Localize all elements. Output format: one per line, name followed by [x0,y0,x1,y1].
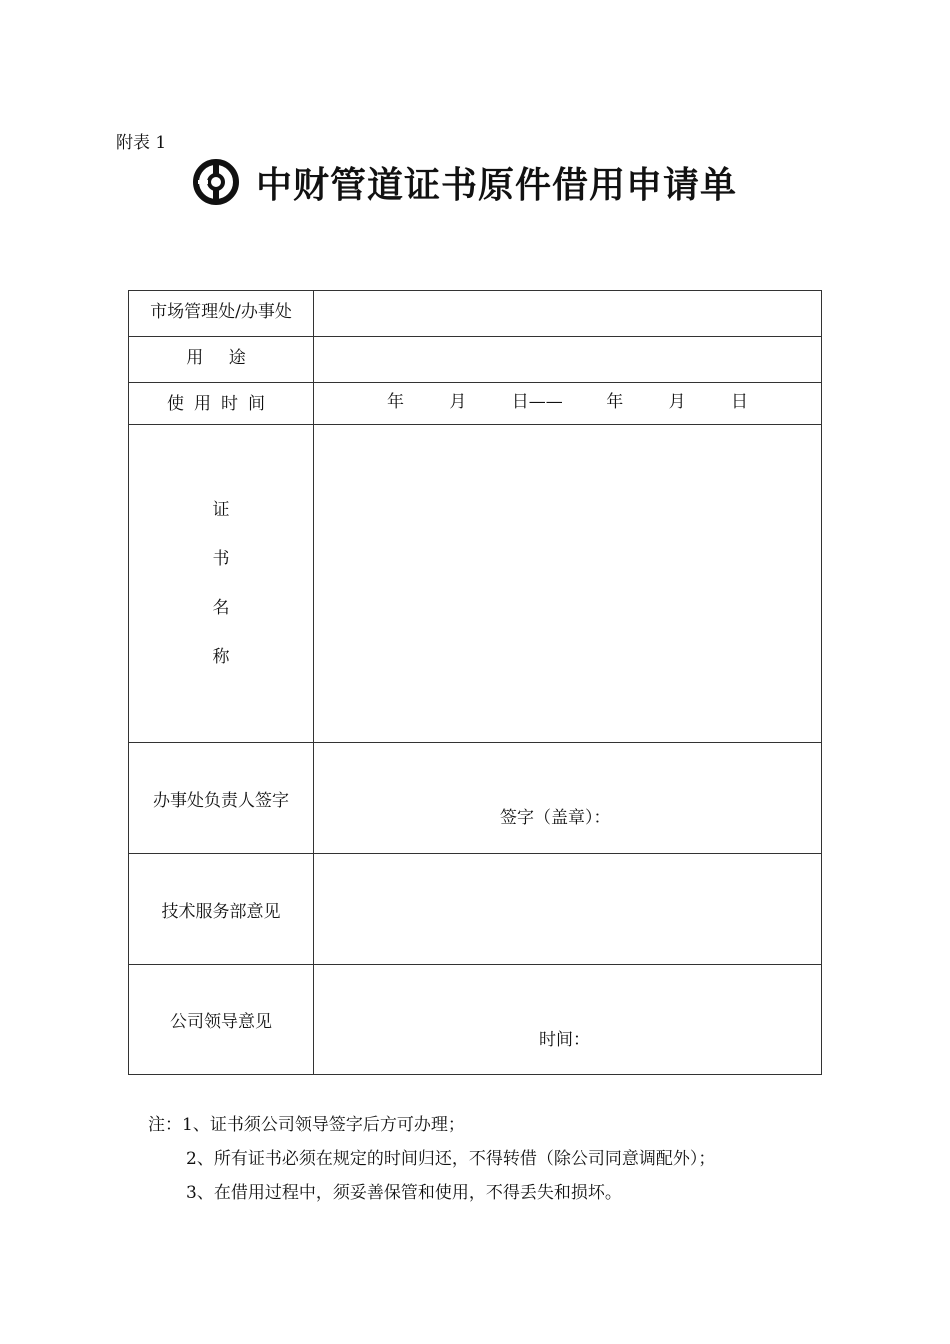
company-logo-icon [192,158,240,206]
tech-dept-row [129,854,822,965]
end-year-label: 年 [606,392,624,412]
period-row [129,383,822,425]
period-label: 使用时间 [129,383,314,425]
leader-label: 公司领导意见 [129,965,314,1075]
end-day-label: 日 [731,392,749,412]
leader-opinion-field[interactable] [314,965,822,1075]
office-field[interactable] [314,291,822,337]
cert-name-char: 证 [212,500,230,520]
office-label: 市场管理处/办事处 [129,291,314,337]
office-row [129,291,822,337]
purpose-row [129,337,822,383]
office-head-label: 办事处负责人签字 [129,743,314,854]
cert-name-label [129,425,314,743]
tech-dept-opinion-field[interactable] [314,854,822,965]
notes [148,1108,715,1210]
cert-name-field[interactable] [314,425,822,743]
start-day-label: 日—— [511,392,563,412]
note-item: 3、在借用过程中，须妥善保管和使用，不得丢失和损坏。 [186,1183,622,1203]
end-month-label: 月 [668,392,686,412]
signature-label: 签字（盖章）： [500,808,611,828]
office-head-signature-field[interactable] [314,743,822,854]
note-item: 2、所有证书必须在规定的时间归还，不得转借（除公司同意调配外）； [186,1149,716,1169]
leader-row [129,965,822,1075]
appendix-label: 附表 1 [116,133,167,153]
purpose-label: 用 途 [129,337,314,383]
start-year-label: 年 [386,392,404,412]
start-month-label: 月 [449,392,467,412]
cert-name-char: 书 [212,549,230,569]
header [192,152,737,212]
time-label: 时间： [539,1030,590,1050]
application-form-table [128,290,822,1075]
note-item: 注：1、证书须公司领导签字后方可办理； [148,1115,465,1135]
purpose-field[interactable] [314,337,822,383]
cert-name-char: 称 [212,647,230,667]
cert-name-row [129,425,822,743]
office-head-row [129,743,822,854]
period-field[interactable] [314,383,822,425]
tech-dept-label: 技术服务部意见 [129,854,314,965]
cert-name-char: 名 [212,598,230,618]
form-title: 中财管道证书原件借用申请单 [256,164,738,206]
